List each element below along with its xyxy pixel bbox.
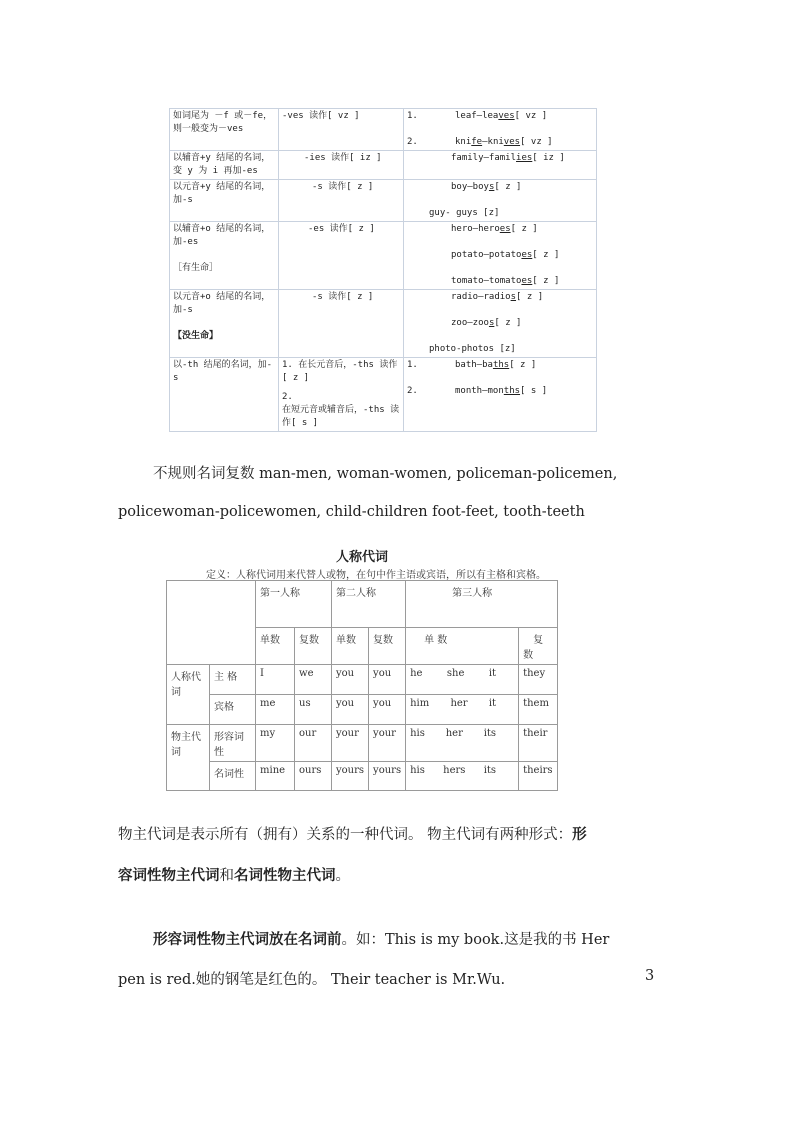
pronoun-table [166,580,558,791]
adjective-possessive-line-1: 形容词性物主代词放在名词前。如：This is my book.这是我的书 Her [153,931,610,948]
case-label: 宾格 [210,695,256,725]
pronoun-cell: I [256,665,295,695]
pronunciation-cell: -s 读作[ z ] [279,290,404,358]
pronoun-cell: he she it [406,665,519,695]
table-row [170,180,597,222]
pronoun-table-definition: 定义：人称代词用来代替人或物，在句中作主语或宾语，所以有主格和宾格。 [206,570,546,581]
plural-rules-table [169,108,597,432]
table-row [170,358,597,432]
table-row [167,762,558,791]
pronoun-cell: my [256,725,295,762]
pronoun-cell: yours [332,762,369,791]
table-row [170,151,597,180]
pronunciation-cell: -s 读作[ z ] [279,180,404,222]
case-label: 主 格 [210,665,256,695]
case-label: 形容词性 [210,725,256,762]
examples-cell: hero—heroes[ z ] potato—potatoes[ z ] tomato—tomatoes[ z ] [404,222,597,290]
pronoun-cell: theirs [519,762,558,791]
pronoun-cell: our [295,725,332,762]
rule-note: 【没生命】 [173,331,219,341]
rule-cell: 以元音+o 结尾的名词，加-s 【没生命】 [170,290,279,358]
pronunciation-cell: 1. 在长元音后，-ths 读作[ z ] 2. 在短元音或辅音后，-ths 读作[ s ] [279,358,404,432]
table-row [167,725,558,762]
pronoun-cell: yours [369,762,406,791]
irregular-plural-line-2: policewoman-policewomen, child-children foot-feet, tooth-teeth [118,504,585,520]
header-plural: 复数 [519,628,558,665]
examples-cell: boy—boys[ z ] guy- guys [z] [404,180,597,222]
header-singular: 单数 [332,628,369,665]
pronoun-cell: ours [295,762,332,791]
possessive-line-2: 容词性物主代词和名词性物主代词。 [118,867,350,884]
table-row [167,581,558,628]
header-third-singular: 单 数 [406,628,519,665]
pronoun-table-title: 人称代词 [335,550,388,565]
table-row [170,290,597,358]
pronoun-cell: you [369,695,406,725]
pronunciation-cell: -es 读作[ z ] [279,222,404,290]
examples-cell: family—families[ iz ] [404,151,597,180]
pronunciation-cell: -ies 读作[ iz ] [279,151,404,180]
pronoun-cell: your [332,725,369,762]
rule-cell: 以辅音+o 结尾的名词，加-es ［有生命］ [170,222,279,290]
rule-cell: 如词尾为 －f 或－fe，则一般变为－ves [170,109,279,151]
irregular-plural-line-1: 不规则名词复数 man-men, woman-women, policeman-policemen, [153,466,618,482]
group-label: 物主代词 [167,725,210,791]
header-singular: 单数 [256,628,295,665]
rule-cell: 以元音+y 结尾的名词，加-s [170,180,279,222]
rule-note: ［有生命］ [173,263,219,273]
case-label: 名词性 [210,762,256,791]
pronoun-cell: you [332,695,369,725]
pronoun-cell: him her it [406,695,519,725]
pronoun-cell: them [519,695,558,725]
pronoun-cell: us [295,695,332,725]
pronoun-cell: they [519,665,558,695]
table-row [170,109,597,151]
header-second-person: 第二人称 [332,581,406,628]
possessive-line-1: 物主代词是表示所有（拥有）关系的一种代词。 物主代词有两种形式：形 [118,826,587,843]
pronoun-cell: his hers its [406,762,519,791]
rule-cell: 以辅音+y 结尾的名词，变 y 为 i 再加-es [170,151,279,180]
header-plural: 复数 [295,628,332,665]
table-row [167,695,558,725]
page-number: 3 [645,968,655,984]
pronoun-cell: his her its [406,725,519,762]
pronunciation-cell: -ves 读作[ vz ] [279,109,404,151]
header-third-person: 第三人称 [406,581,558,628]
table-row [170,222,597,290]
pronoun-cell: you [369,665,406,695]
group-label: 人称代词 [167,665,210,725]
pronoun-cell: me [256,695,295,725]
rule-cell: 以-th 结尾的名词，加-s [170,358,279,432]
header-plural: 复数 [369,628,406,665]
pronoun-cell: mine [256,762,295,791]
adjective-possessive-line-2: pen is red.她的钢笔是红色的。 Their teacher is Mr.Wu. [118,972,506,988]
pronoun-cell: their [519,725,558,762]
examples-cell: 1. bath—baths[ z ] 2. month—months[ s ] [404,358,597,432]
examples-cell: 1. leaf—leaves[ vz ] 2. knife—knives[ vz ] [404,109,597,151]
examples-cell: radio—radios[ z ] zoo—zoos[ z ] photo-photos [z] [404,290,597,358]
corner-cell [167,581,256,665]
pronoun-cell: we [295,665,332,695]
table-row [167,665,558,695]
pronoun-cell: your [369,725,406,762]
pronoun-cell: you [332,665,369,695]
header-first-person: 第一人称 [256,581,332,628]
